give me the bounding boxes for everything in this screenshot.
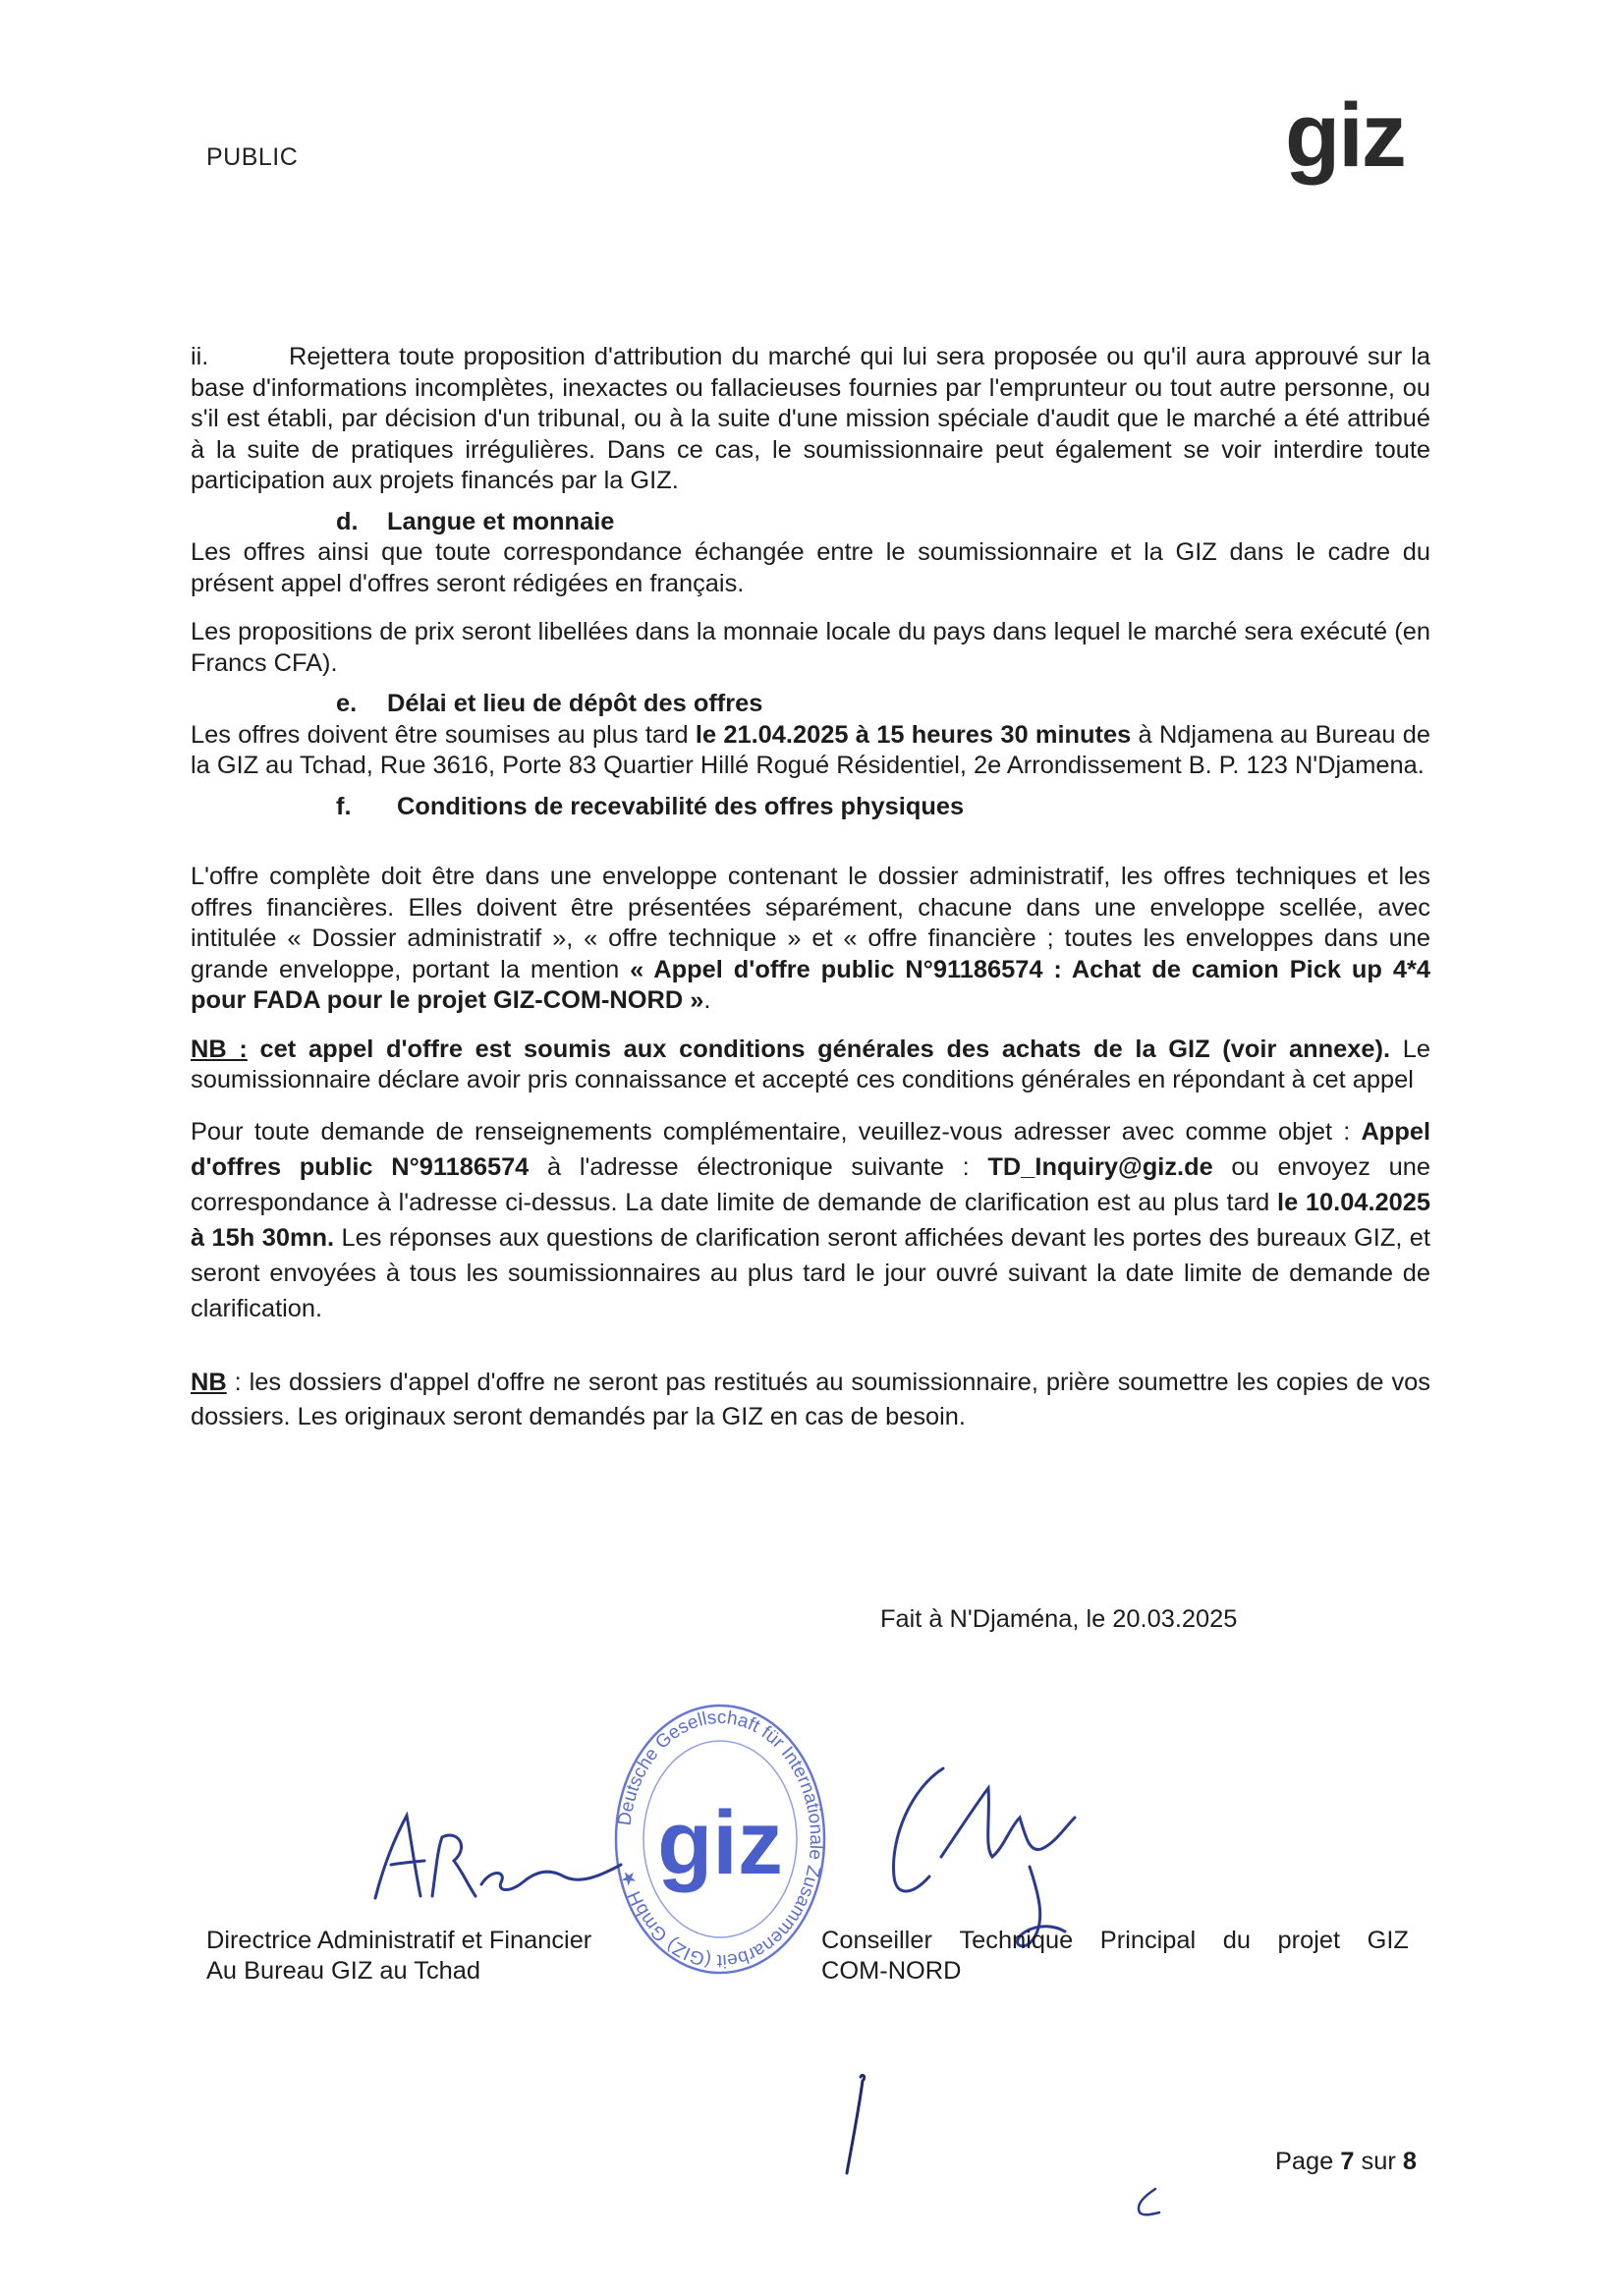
- nb-return-paragraph: [191, 1366, 1430, 1434]
- document-body: [191, 342, 1430, 1434]
- section-f-text-c: .: [703, 986, 711, 1014]
- right-signatory-word: GIZ: [1367, 1927, 1409, 1954]
- inquiry-paragraph: [191, 1114, 1430, 1326]
- nb-bold-text: cet appel d'offre est soumis aux conditions générales des achats de la GIZ (voir annexe).: [247, 1035, 1391, 1063]
- right-signatory-line-2: COM-NORD: [821, 1957, 962, 1985]
- inquiry-text-d: ou envoyez une correspondance à l'adresse ci-dessus. La date limite de demande de clarification est au plus tard: [191, 1152, 1431, 1216]
- right-signatory-word: Technique: [959, 1927, 1074, 1954]
- right-signatory-title: [821, 1926, 1409, 1987]
- page-separator: sur: [1354, 2148, 1403, 2175]
- initial-mark: [1126, 2183, 1165, 2222]
- page-prefix: Page: [1275, 2148, 1341, 2175]
- stamp-logo: giz: [657, 1793, 783, 1893]
- section-f-heading: [191, 792, 1430, 823]
- right-signatory-line-1: [821, 1926, 1409, 1956]
- section-e-heading: [191, 689, 1430, 720]
- nb2-label: NB: [191, 1368, 227, 1396]
- inquiry-text-f: Les réponses aux questions de clarification seront affichées devant les portes des bureaux GIZ, et seront envoyées à tous les soumissionnaires au plus tard le jour ouvré suivant la date limite de demande de clarification.: [191, 1223, 1430, 1322]
- nb-rest-text: Le soumissionnaire déclare avoir pris connaissance et accepté ces conditions générales en répondant à cet appel: [191, 1035, 1430, 1093]
- classification-label: PUBLIC: [206, 143, 299, 171]
- left-signatory-line-2: Au Bureau GIZ au Tchad: [206, 1957, 480, 1985]
- nb-conditions-paragraph: [191, 1035, 1430, 1096]
- nb2-text: : les dossiers d'appel d'offre ne seront pas restitués au soumissionnaire, prière soumettre les copies de vos dossiers. Les originaux seront demandés par la GIZ en cas de besoin.: [191, 1368, 1430, 1430]
- left-signatory-title: [206, 1926, 591, 1987]
- clarification-deadline: le 10.04.2025 à 15h 30mn.: [191, 1188, 1430, 1252]
- left-signature: [363, 1808, 658, 1916]
- inquiry-text-c: à l'adresse électronique suivante :: [529, 1152, 988, 1181]
- page-total: 8: [1402, 2148, 1417, 2175]
- right-signatory-word: Principal: [1099, 1927, 1197, 1954]
- section-e-text-a: Les offres doivent être soumises au plus tard: [191, 720, 696, 749]
- place-and-date: Fait à N'Djaména, le 20.03.2025: [880, 1605, 1238, 1633]
- inquiry-text-a: Pour toute demande de renseignements complémentaire, veuillez-vous adresser avec comme objet :: [191, 1117, 1362, 1146]
- section-e-text-c: à Ndjamena au Bureau de la GIZ au Tchad, Rue 3616, Porte 83 Quartier Hillé Rogué Résidentiel, 2e Arrondissement B. P. 123 N'Djamena.: [191, 720, 1430, 779]
- inquiry-email: TD_Inquiry@giz.de: [987, 1152, 1213, 1181]
- right-signatory-word: du: [1222, 1927, 1251, 1954]
- section-ii-numeral: ii.: [191, 343, 209, 370]
- section-f-text-a: L'offre complète doit être dans une enveloppe contenant le dossier administratif, les offres techniques et les offres financières. Elles doivent être présentées séparément, chacune dans une enveloppe scellée, avec intitulée « Dossier administratif », « offre technique » et « offre financière ; toutes les enveloppes dans une grande enveloppe, portant la mention: [191, 863, 1430, 983]
- section-e-letter: e.: [336, 690, 358, 717]
- left-signatory-line-1: Directrice Administratif et Financier: [206, 1927, 592, 1954]
- section-e-title: Délai et lieu de dépôt des offres: [387, 690, 763, 717]
- nb-label: NB :: [191, 1035, 248, 1063]
- right-signatory-word: projet: [1277, 1927, 1341, 1954]
- tender-mention: « Appel d'offre public N°91186574 : Achat de camion Pick up 4*4 pour FADA pour le projet GIZ-COM-NORD »: [191, 955, 1431, 1014]
- right-signatory-word: Conseiller: [821, 1927, 932, 1954]
- section-f-title: Conditions de recevabilité des offres physiques: [397, 792, 965, 820]
- section-d-letter: d.: [336, 507, 359, 535]
- deadline-date: le 21.04.2025 à 15 heures 30 minutes: [695, 720, 1132, 749]
- paraph-mark: [837, 2071, 876, 2179]
- page-current: 7: [1340, 2148, 1355, 2175]
- section-e-paragraph: [191, 720, 1430, 782]
- section-d-title: Langue et monnaie: [387, 507, 615, 535]
- giz-logo: giz: [1285, 85, 1405, 186]
- page-number: [1275, 2148, 1417, 2176]
- stamp-ring-text: Deutsche Gesellschaft für Internationale Zusammenarbeit (GIZ) GmbH ★: [614, 1707, 827, 1972]
- inquiry-subject: Appel d'offres public N°91186574: [191, 1117, 1430, 1181]
- section-ii-text: Rejettera toute proposition d'attribution du marché qui lui sera proposée ou qu'il aura approuvé sur la base d'informations incomplètes, inexactes ou fallacieuses fournies par l'emprunteur ou tout autre personne, ou s'il est établi, par décision d'un tribunal, ou à la suite d'une mission spéciale d'audit que le marché a été attribué à la suite de pratiques irrégulières. Dans ce cas, le soumissionnaire peut également se voir interdire toute participation aux projets financés par la GIZ.: [191, 343, 1430, 494]
- section-f-paragraph-1: [191, 862, 1430, 1017]
- section-d-paragraph-1: Les offres ainsi que toute correspondance échangée entre le soumissionnaire et la GIZ dans le cadre du présent appel d'offres seront rédigées en français.: [191, 538, 1430, 597]
- section-f-letter: f.: [336, 792, 352, 820]
- section-d-paragraph-2: Les propositions de prix seront libellées dans la monnaie locale du pays dans lequel le marché sera exécuté (en Francs CFA).: [191, 618, 1430, 677]
- section-ii-paragraph: [191, 342, 1430, 497]
- section-d-heading: [191, 507, 1430, 538]
